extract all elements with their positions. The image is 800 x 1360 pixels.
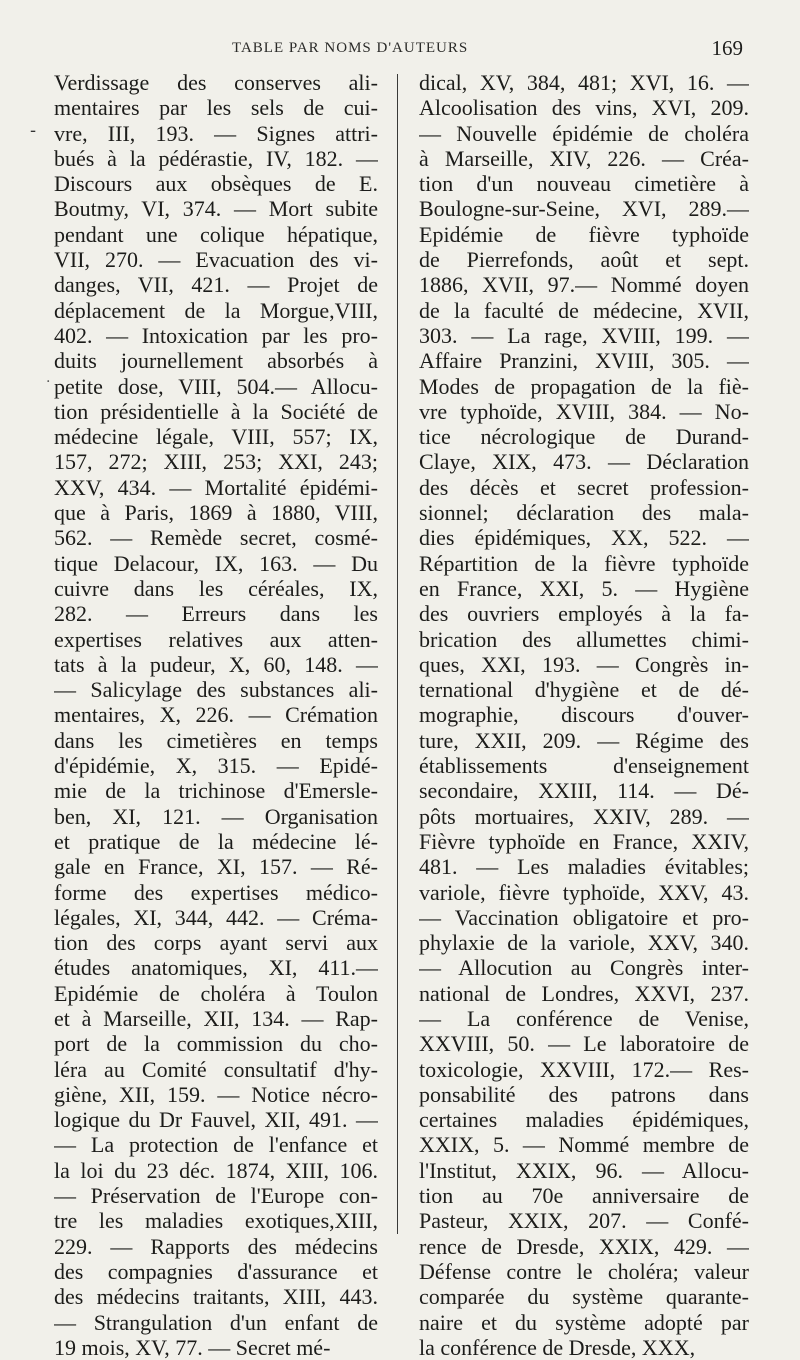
text-line: dies épidémiques, XX, 522. —	[419, 525, 749, 551]
text-line: tion au 70e anniversaire de	[419, 1183, 749, 1209]
text-line: Boutmy, VI, 374. — Mort subite	[54, 196, 378, 222]
text-line: de la faculté de médecine, XVII,	[419, 297, 749, 323]
running-head	[0, 38, 800, 62]
text-line: variole, fièvre typhoïde, XXV, 43.	[419, 879, 749, 905]
text-line: petite dose, VIII, 504.— Allocu-	[54, 373, 378, 399]
text-line: l'Institut, XXIX, 96. — Allocu-	[419, 1157, 749, 1183]
text-line: en France, XXI, 5. — Hygiène	[419, 575, 749, 601]
text-line: bués à la pédérastie, IV, 182. —	[54, 145, 378, 171]
text-line: 229. — Rapports des médecins	[54, 1233, 378, 1259]
text-line: des décès et secret profession-	[419, 474, 749, 500]
text-line: 303. — La rage, XVIII, 199. —	[419, 322, 749, 348]
text-line: tion présidentielle à la Société de	[54, 398, 378, 424]
right-column	[419, 70, 749, 1360]
text-line: léra au Comité consultatif d'hy-	[54, 1056, 378, 1082]
text-line: dical, XV, 384, 481; XVI, 16. —	[419, 70, 749, 95]
page-number: 169	[711, 36, 743, 60]
text-line: toxicologie, XXVIII, 172.— Res-	[419, 1056, 749, 1082]
text-line: naire et du système adopté par	[419, 1309, 749, 1335]
text-line: médecine légale, VIII, 557; IX,	[54, 424, 378, 450]
text-line: ternational d'hygiène et de dé-	[419, 677, 749, 703]
text-line: ponsabilité des patrons dans	[419, 1081, 749, 1107]
text-line: — Vaccination obligatoire et pro-	[419, 904, 749, 930]
text-line: 19 mois, XV, 77. — Secret mé-	[54, 1334, 331, 1360]
text-line: études anatomiques, XI, 411.—	[54, 955, 378, 981]
text-line: — Préservation de l'Europe con-	[54, 1183, 378, 1209]
text-line: d'épidémie, X, 315. — Epidé-	[54, 753, 378, 779]
text-line: Verdissage des conserves ali-	[54, 70, 378, 95]
text-line: 481. — Les maladies évitables;	[419, 854, 749, 880]
text-line: danges, VII, 421. — Projet de	[54, 272, 378, 298]
text-line: que à Paris, 1869 à 1880, VIII,	[54, 500, 378, 526]
text-line: tats à la pudeur, X, 60, 148. —	[54, 651, 378, 677]
text-line: Défense contre le choléra; valeur	[419, 1258, 749, 1284]
text-line: légales, XI, 344, 442. — Créma-	[54, 904, 378, 930]
text-line: ques, XXI, 193. — Congrès in-	[419, 651, 749, 677]
column-divider	[397, 74, 398, 1234]
text-line: mographie, discours d'ouver-	[419, 702, 749, 728]
text-line: ture, XXII, 209. — Régime des	[419, 727, 749, 753]
text-line: 1886, XVII, 97.— Nommé doyen	[419, 272, 749, 298]
text-line: des compagnies d'assurance et	[54, 1258, 378, 1284]
text-line: mie de la trichinose d'Emersle-	[54, 778, 378, 804]
text-line: déplacement de la Morgue,VIII,	[54, 297, 378, 323]
text-line: Fièvre typhoïde en France, XXIV,	[419, 828, 749, 854]
text-line: gale en France, XI, 157. — Ré-	[54, 854, 378, 880]
text-line: de Pierrefonds, août et sept.	[419, 247, 749, 273]
text-line: vre, III, 193. — Signes attri-	[54, 120, 378, 146]
text-line: — La conférence de Venise,	[419, 1005, 749, 1031]
text-line: certaines maladies épidémiques,	[419, 1107, 749, 1133]
text-line: tion d'un nouveau cimetière à	[419, 171, 749, 197]
text-line: — La protection de l'enfance et	[54, 1132, 378, 1158]
text-line: comparée du système quarante-	[419, 1284, 749, 1310]
text-line: mentaires par les sels de cui-	[54, 95, 378, 121]
text-line: — Allocution au Congrès inter-	[419, 955, 749, 981]
text-line: Epidémie de fièvre typhoïde	[419, 221, 749, 247]
text-line: 157, 272; XIII, 253; XXI, 243;	[54, 449, 378, 475]
text-line: pôts mortuaires, XXIV, 289. —	[419, 803, 749, 829]
text-line: Répartition de la fièvre typhoïde	[419, 550, 749, 576]
text-line: secondaire, XXIII, 114. — Dé-	[419, 778, 749, 804]
text-line: Pasteur, XXIX, 207. — Confé-	[419, 1208, 749, 1234]
text-line: la loi du 23 déc. 1874, XIII, 106.	[54, 1157, 378, 1183]
text-line: forme des expertises médico-	[54, 879, 378, 905]
text-line: mentaires, X, 226. — Crémation	[54, 702, 378, 728]
text-line: et pratique de la médecine lé-	[54, 828, 378, 854]
text-line: Modes de propagation de la fiè-	[419, 373, 749, 399]
text-line: Boulogne-sur-Seine, XVI, 289.—	[419, 196, 749, 222]
text-line: cuivre dans les céréales, IX,	[54, 575, 378, 601]
left-column	[54, 70, 378, 1360]
text-line: et à Marseille, XII, 134. — Rap-	[54, 1005, 378, 1031]
text-line: tice nécrologique de Durand-	[419, 424, 749, 450]
text-line: vre typhoïde, XVIII, 384. — No-	[419, 398, 749, 424]
text-line: XXVIII, 50. — Le laboratoire de	[419, 1031, 749, 1057]
text-line: brication des allumettes chimi-	[419, 626, 749, 652]
text-line: établissements d'enseignement	[419, 753, 749, 779]
text-line: tre les maladies exotiques,XIII,	[54, 1208, 378, 1234]
text-line: logique du Dr Fauvel, XII, 491. —	[54, 1107, 378, 1133]
text-line: des médecins traitants, XIII, 443.	[54, 1284, 378, 1310]
text-line: Discours aux obsèques de E.	[54, 171, 378, 197]
text-line: sionnel; déclaration des mala-	[419, 500, 749, 526]
text-line: duits journellement absorbés à	[54, 348, 378, 374]
margin-dot: .	[46, 370, 51, 386]
text-line: rence de Dresde, XXIX, 429. —	[419, 1233, 749, 1259]
text-line: des ouvriers employés à la fa-	[419, 601, 749, 627]
text-line: 282. — Erreurs dans les	[54, 601, 378, 627]
text-line: expertises relatives aux atten-	[54, 626, 378, 652]
text-line: port de la commission du cho-	[54, 1031, 378, 1057]
text-line: pendant une colique hépatique,	[54, 221, 378, 247]
text-line: 562. — Remède secret, cosmé-	[54, 525, 378, 551]
text-line: XXV, 434. — Mortalité épidémi-	[54, 474, 378, 500]
text-line: la conférence de Dresde, XXX,	[419, 1334, 696, 1360]
text-line: XXIX, 5. — Nommé membre de	[419, 1132, 749, 1158]
text-line: tique Delacour, IX, 163. — Du	[54, 550, 378, 576]
text-line: — Nouvelle épidémie de choléra	[419, 120, 749, 146]
text-line: Alcoolisation des vins, XVI, 209.	[419, 95, 749, 121]
text-line: Epidémie de choléra à Toulon	[54, 980, 378, 1006]
text-line: 402. — Intoxication par les pro-	[54, 322, 378, 348]
text-line: à Marseille, XIV, 226. — Créa-	[419, 145, 749, 171]
text-line: VII, 270. — Evacuation des vi-	[54, 247, 378, 273]
text-line: dans les cimetières en temps	[54, 727, 378, 753]
text-line: tion des corps ayant servi aux	[54, 930, 378, 956]
text-line: ben, XI, 121. — Organisation	[54, 803, 378, 829]
text-line: phylaxie de la variole, XXV, 340.	[419, 930, 749, 956]
running-title: TABLE PAR NOMS D'AUTEURS	[232, 40, 469, 56]
margin-mark: -	[30, 120, 37, 141]
text-line: — Salicylage des substances ali-	[54, 677, 378, 703]
text-line: national de Londres, XXVI, 237.	[419, 980, 749, 1006]
text-line: Affaire Pranzini, XVIII, 305. —	[419, 348, 749, 374]
text-line: giène, XII, 159. — Notice nécro-	[54, 1081, 378, 1107]
text-line: — Strangulation d'un enfant de	[54, 1309, 378, 1335]
text-line: Claye, XIX, 473. — Déclaration	[419, 449, 749, 475]
